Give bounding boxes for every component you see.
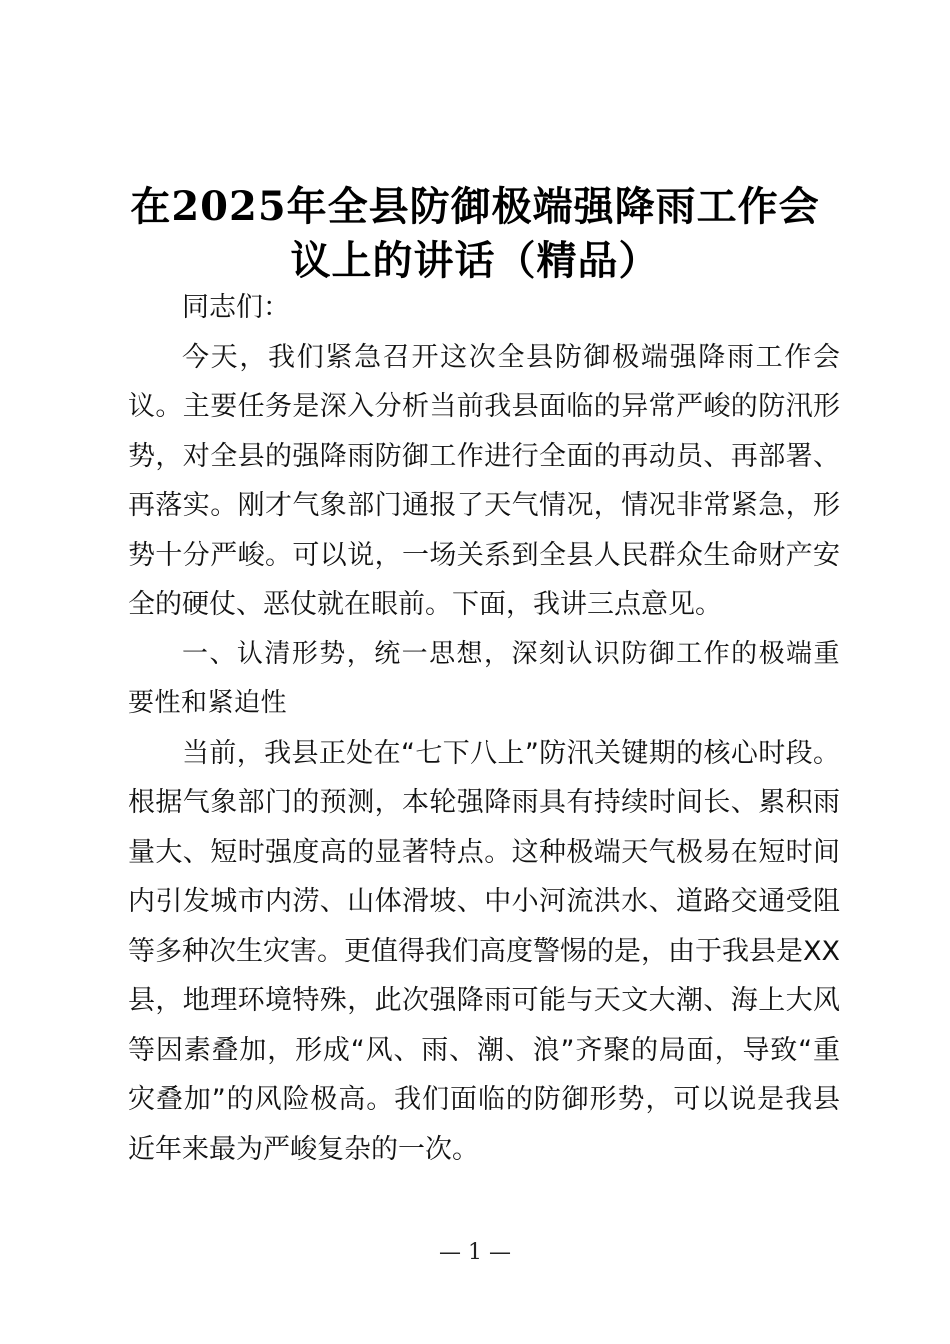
document-body bbox=[128, 283, 840, 1174]
body-paragraph: 今天，我们紧急召开这次全县防御极端强降雨工作会议。主要任务是深入分析当前我县面临的异常严峻的防汛形势，对全县的强降雨防御工作进行全面的再动员、再部署、再落实。刚才气象部门通报了天气情况，情况非常紧急，形势十分严峻。可以说，一场关系到全县人民群众生命财产安全的硬仗、恶仗就在眼前。下面，我讲三点意见。 bbox=[128, 341, 840, 620]
title-line-1: 在2025年全县防御极端强降雨工作会 bbox=[130, 183, 820, 230]
section-heading: 一、认清形势，统一思想，深刻认识防御工作的极端重要性和紧迫性 bbox=[128, 638, 840, 718]
title-line-2: 议上的讲话（精品） bbox=[290, 237, 660, 284]
salutation: 同志们： bbox=[182, 292, 290, 323]
document-title bbox=[100, 180, 850, 288]
body-paragraph: 当前，我县正处在“七下八上”防汛关键期的核心时段。根据气象部门的预测，本轮强降雨具有持续时间长、累积雨量大、短时强度高的显著特点。这种极端天气极易在短时间内引发城市内涝、山体滑坡、中小河流洪水、道路交通受阻等多种次生灾害。更值得我们高度警惕的是，由于我县是XX县，地理环境特殊，此次强降雨可能与天文大潮、海上大风等因素叠加，形成“风、雨、潮、浪”齐聚的局面，导致“重灾叠加”的风险极高。我们面临的防御形势，可以说是我县近年来最为严峻复杂的一次。 bbox=[128, 737, 840, 1165]
page-number: — 1 — bbox=[439, 1240, 511, 1265]
